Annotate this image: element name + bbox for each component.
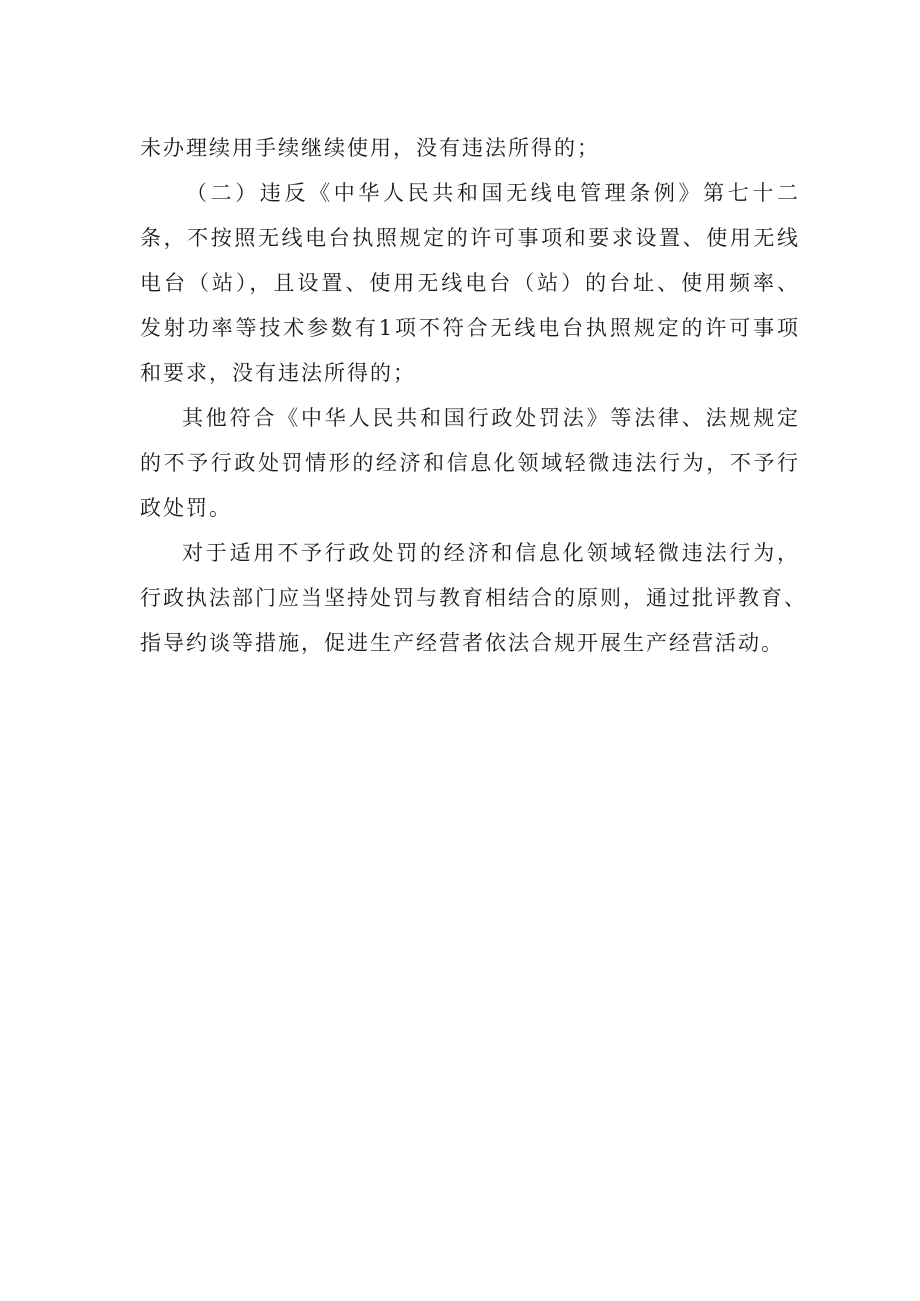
paragraph-other-cases bbox=[140, 396, 800, 531]
document-body bbox=[140, 126, 807, 666]
text-line: 对于适用不予行政处罚的经济和信息化领域轻微违法行为， bbox=[182, 541, 800, 565]
text-line: 条，不按照无线电台执照规定的许可事项和要求设置、使用无线 bbox=[140, 226, 800, 250]
text-line: 政处罚。 bbox=[140, 496, 232, 520]
paragraph-continuation bbox=[140, 126, 800, 171]
paragraph-item-two bbox=[140, 171, 800, 396]
text-line: 和要求，没有违法所得的； bbox=[140, 361, 416, 385]
paragraph-enforcement-principle bbox=[140, 531, 807, 666]
text-line: 电台（站），且设置、使用无线电台（站）的台址、使用频率、 bbox=[140, 271, 800, 295]
text-line: 行政执法部门应当坚持处罚与教育相结合的原则，通过批评教育、 bbox=[140, 586, 807, 610]
text-line: 指导约谈等措施，促进生产经营者依法合规开展生产经营活动。 bbox=[140, 631, 784, 655]
text-line: 的不予行政处罚情形的经济和信息化领域轻微违法行为，不予行 bbox=[140, 451, 800, 475]
text-line: 未办理续用手续继续使用，没有违法所得的； bbox=[140, 136, 600, 160]
text-line: 其他符合《中华人民共和国行政处罚法》等法律、法规规定 bbox=[182, 406, 800, 430]
text-line: （二）违反《中华人民共和国无线电管理条例》第七十二 bbox=[186, 181, 800, 205]
text-line: 发射功率等技术参数有1项不符合无线电台执照规定的许可事项 bbox=[140, 316, 800, 340]
